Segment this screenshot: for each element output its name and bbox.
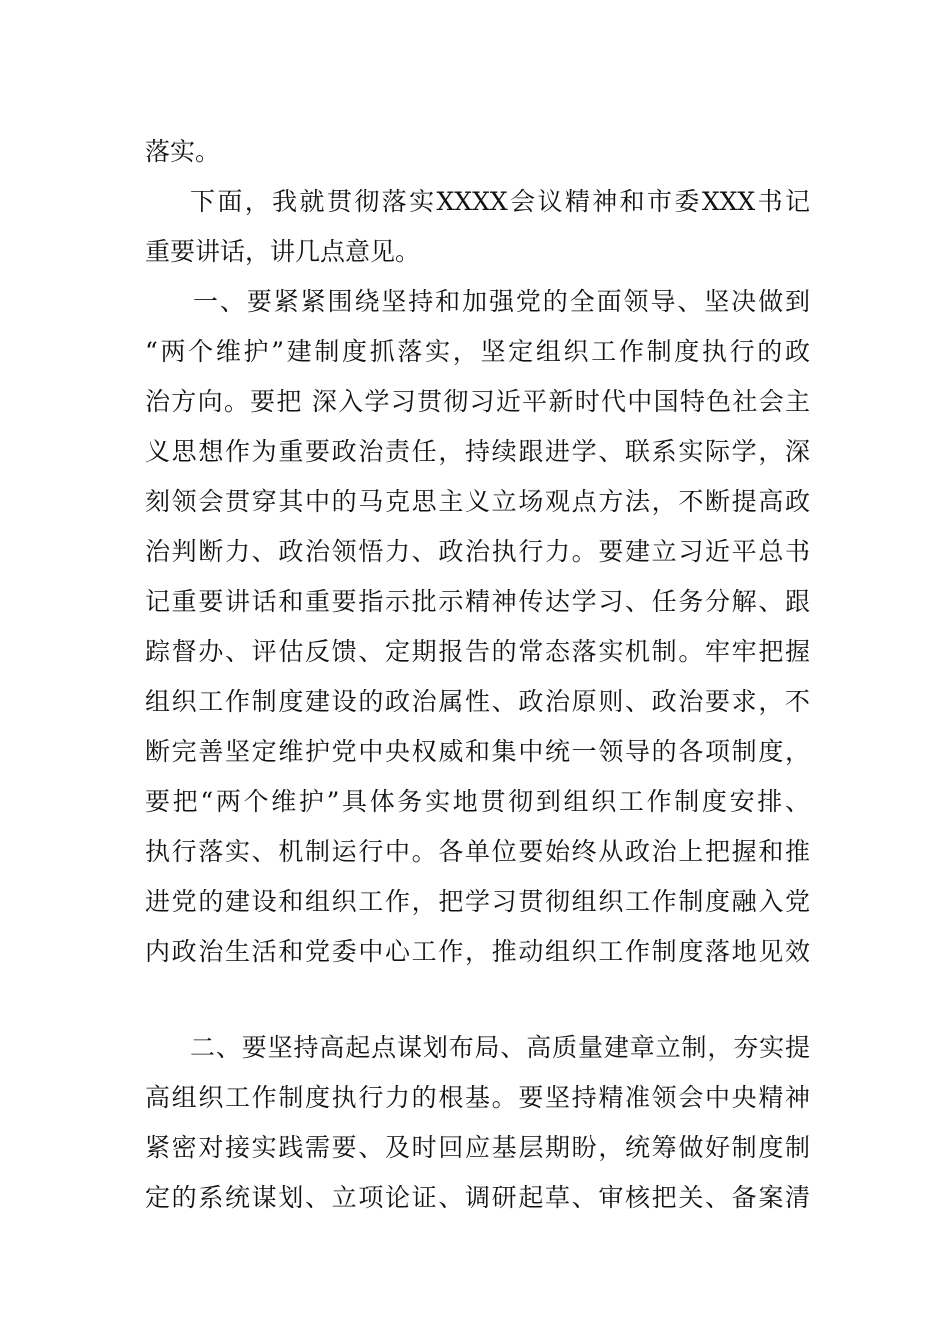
text-line: 断完善坚定维护党中央权威和集中统一领导的各项制度， [145,737,810,766]
text-line: 定的系统谋划、立项论证、调研起草、审核把关、备案清 [145,1183,810,1212]
text-line: 刻领会贯穿其中的马克思主义立场观点方法，不断提高政 [145,487,810,516]
text-line: 高组织工作制度执行力的根基。要坚持精准领会中央精神 [145,1083,810,1112]
text-line: 记重要讲话和重要指示批示精神传达学习、任务分解、跟 [145,587,810,616]
text-line: 紧密对接实践需要、及时回应基层期盼，统筹做好制度制 [145,1133,810,1162]
text-line: 组织工作制度建设的政治属性、政治原则、政治要求，不 [145,687,810,716]
text-line: 进党的建设和组织工作，把学习贯彻组织工作制度融入党 [145,887,810,916]
text-line: 内政治生活和党委中心工作，推动组织工作制度落地见效 [145,937,810,966]
text-line: 重要讲话，讲几点意见。 [145,237,421,266]
text-line: 踪督办、评估反馈、定期报告的常态落实机制。牢牢把握 [145,637,810,666]
text-line: 治判断力、政治领悟力、政治执行力。要建立习近平总书 [145,537,810,566]
text-line: 落实。 [145,137,221,166]
text-line: 下面，我就贯彻落实XXXX会议精神和市委XXX书记 [190,187,810,216]
text-line: “两个维护”建制度抓落实，坚定组织工作制度执行的政 [145,337,810,366]
text-line: 义思想作为重要政治责任，持续跟进学、联系实际学，深 [145,437,810,466]
section-heading-2: 二、要坚持高起点谋划布局、高质量建章立制，夯实提 [190,1033,810,1062]
text-line: 执行落实、机制运行中。各单位要始终从政治上把握和推 [145,837,810,866]
section-heading-1: 一、要紧紧围绕坚持和加强党的全面领导、坚决做到 [193,287,810,316]
text-line: 要把“两个维护”具体务实地贯彻到组织工作制度安排、 [145,787,810,816]
text-line: 治方向。要把 深入学习贯彻习近平新时代中国特色社会主 [145,387,810,416]
